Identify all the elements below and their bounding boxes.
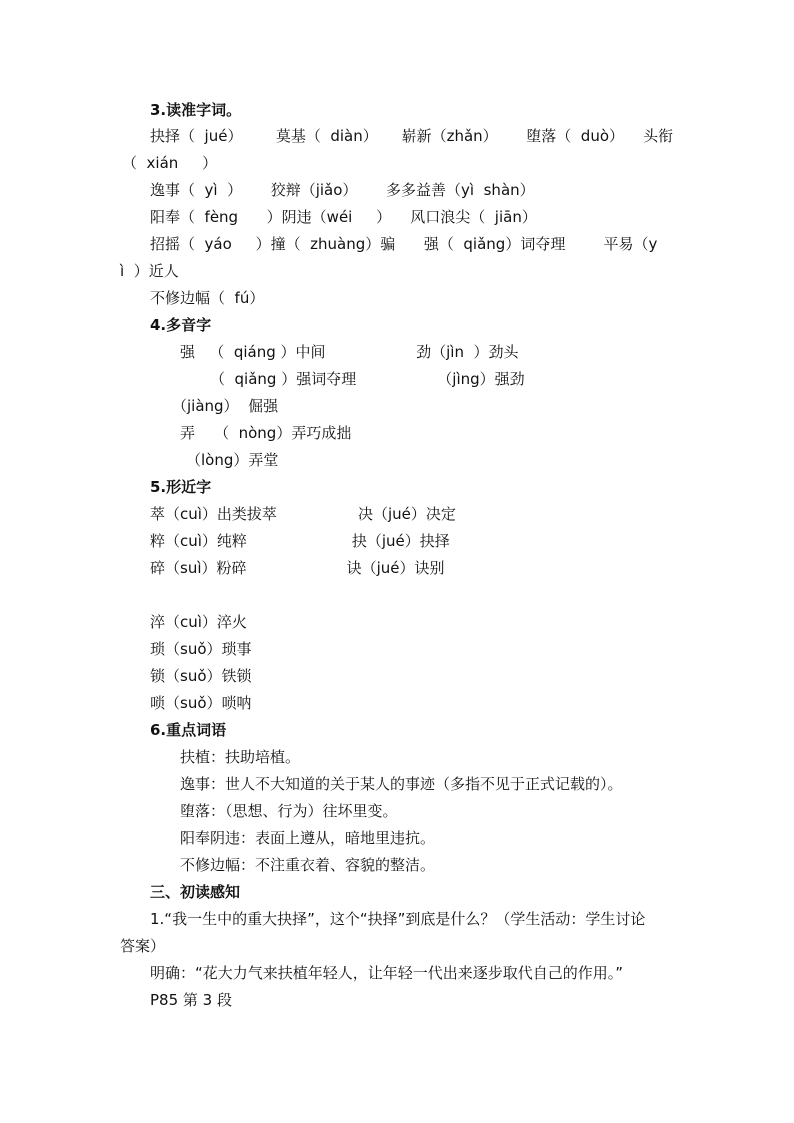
text-line: 扶植：扶助培植。 <box>180 748 301 766</box>
text-line: 答案） <box>120 937 166 955</box>
text-line: 逸事：世人不大知道的关于某人的事迹（多指不见于正式记载的）。 <box>180 775 623 793</box>
text-line: 招摇（ yáo ）撞（ zhuàng）骗 强（ qiǎng）词夺理 平易（y <box>150 235 658 253</box>
text-line: 逸事（ yì ） 狡辩（jiǎo） 多多益善（yì shàn） <box>150 181 535 199</box>
text-line: （jiàng） 倔强 <box>172 397 279 415</box>
text-line: （ qiǎng ）强词夺理 （jìng）强劲 <box>210 370 525 388</box>
text-line: P85 第 3 段 <box>150 991 232 1009</box>
text-line: ì ）近人 <box>120 262 179 280</box>
section-heading-polyphones: 4.多音字 <box>150 316 212 334</box>
text-line: （lòng）弄堂 <box>186 451 279 469</box>
text-line: 唢（suǒ）唢呐 <box>150 694 252 712</box>
text-line: 淬（cuì）淬火 <box>150 613 247 631</box>
text-line: 锁（suǒ）铁锁 <box>150 667 252 685</box>
text-line: （ xián ） <box>122 154 218 172</box>
text-line: 琐（suǒ）琐事 <box>150 640 252 658</box>
section-heading-read-words: 3.读准字词。 <box>150 101 242 119</box>
text-line: 阳奉阴违：表面上遵从，暗地里违抗。 <box>180 829 436 847</box>
text-line: 堕落：（思想、行为）往坏里变。 <box>180 802 398 820</box>
text-line: 弄 （ nòng）弄巧成拙 <box>180 424 352 442</box>
text-line: 阳奉（ fèng ）阴违（wéi ） 风口浪尖（ jiān） <box>150 208 537 226</box>
text-line: 不修边幅：不注重衣着、容貌的整洁。 <box>180 856 436 874</box>
text-line: 抉择（ jué） 莫基（ diàn） 崭新（zhǎn） 堕落（ duò） 头衔 <box>150 127 674 145</box>
text-line: 粹（cuì）纯粹 抉（jué）抉择 <box>150 532 450 550</box>
text-line: 1.“我一生中的重大抉择”，这个“抉择”到底是什么？（学生活动：学生讨论 <box>150 910 646 928</box>
section-heading-similar-chars: 5.形近字 <box>150 478 212 496</box>
text-line: 不修边幅（ fú） <box>150 289 265 307</box>
text-line: 明确：“花大力气来扶植年轻人，让年轻一代出来逐步取代自己的作用。” <box>150 964 624 982</box>
section-heading-key-words: 6.重点词语 <box>150 721 227 739</box>
text-line: 碎（suì）粉碎 诀（jué）诀别 <box>150 559 445 577</box>
text-line: 萃（cuì）出类拔萃 决（jué）决定 <box>150 505 456 523</box>
text-line: 强 （ qiáng ）中间 劲（jìn ）劲头 <box>180 343 519 361</box>
section-heading-first-reading: 三、初读感知 <box>150 883 241 901</box>
